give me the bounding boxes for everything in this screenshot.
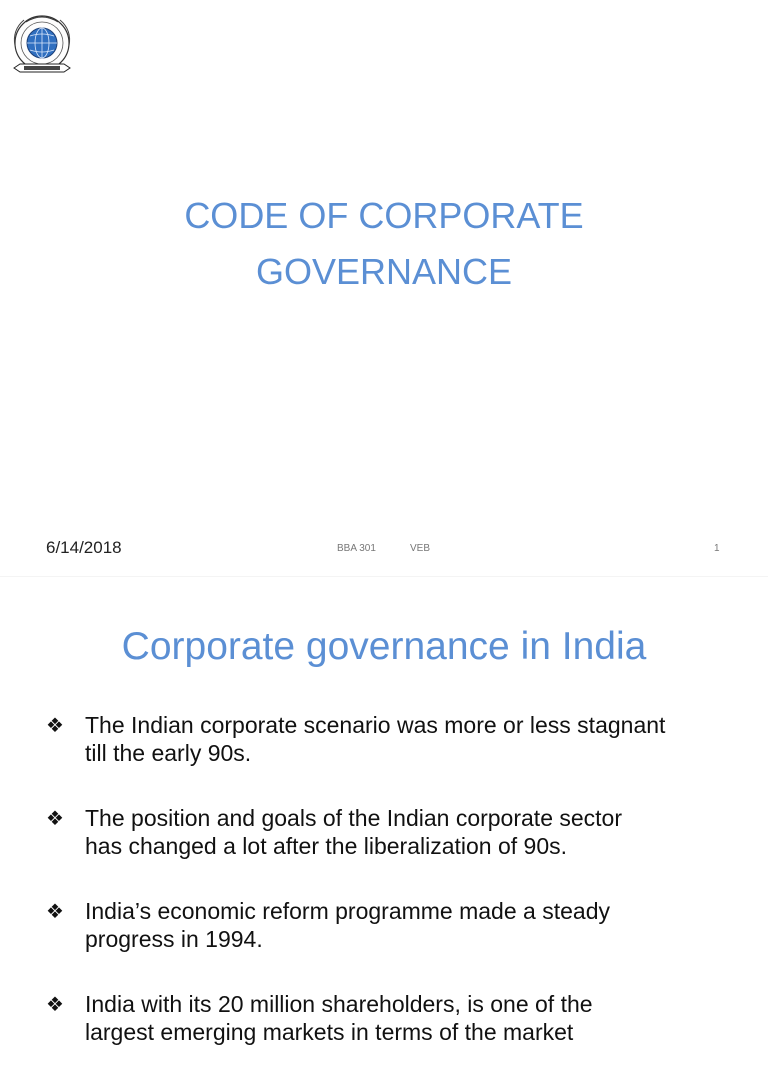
footer-date: 6/14/2018 — [46, 538, 122, 557]
bullet-line: has changed a lot after the liberalization of 90s. — [85, 833, 568, 859]
slide-2 — [0, 577, 768, 1045]
slide-1-title — [0, 188, 768, 300]
bullet-line: progress in 1994. — [85, 926, 263, 952]
diamond-bullet-icon: ❖ — [46, 713, 64, 737]
footer-page-number: 1 — [714, 543, 720, 554]
bullet-line: India with its 20 million shareholders, is one of the — [85, 991, 593, 1017]
list-item — [46, 711, 746, 767]
college-emblem-icon — [6, 10, 78, 80]
slide-1-title-line-2: GOVERNANCE — [255, 251, 513, 292]
bullet-list — [46, 711, 746, 1083]
bullet-line: largest emerging markets in terms of the market — [85, 1019, 574, 1045]
diamond-bullet-icon: ❖ — [46, 806, 64, 830]
list-item — [46, 804, 746, 860]
diamond-bullet-icon: ❖ — [46, 899, 64, 923]
footer-author: VEB — [410, 543, 431, 554]
diamond-bullet-icon: ❖ — [46, 992, 64, 1016]
bullet-line: The Indian corporate scenario was more or less stagnant — [85, 712, 666, 738]
slide-1-title-line-1: CODE OF CORPORATE — [184, 195, 584, 236]
list-item — [46, 897, 746, 953]
footer-course: BBA 301 — [337, 543, 376, 554]
slide-2-title: Corporate governance in India — [121, 625, 647, 668]
bullet-line: India’s economic reform programme made a steady — [85, 898, 610, 924]
bullet-line: The position and goals of the Indian corporate sector — [85, 805, 623, 831]
bullet-line: till the early 90s. — [85, 740, 252, 766]
list-item — [46, 990, 746, 1046]
